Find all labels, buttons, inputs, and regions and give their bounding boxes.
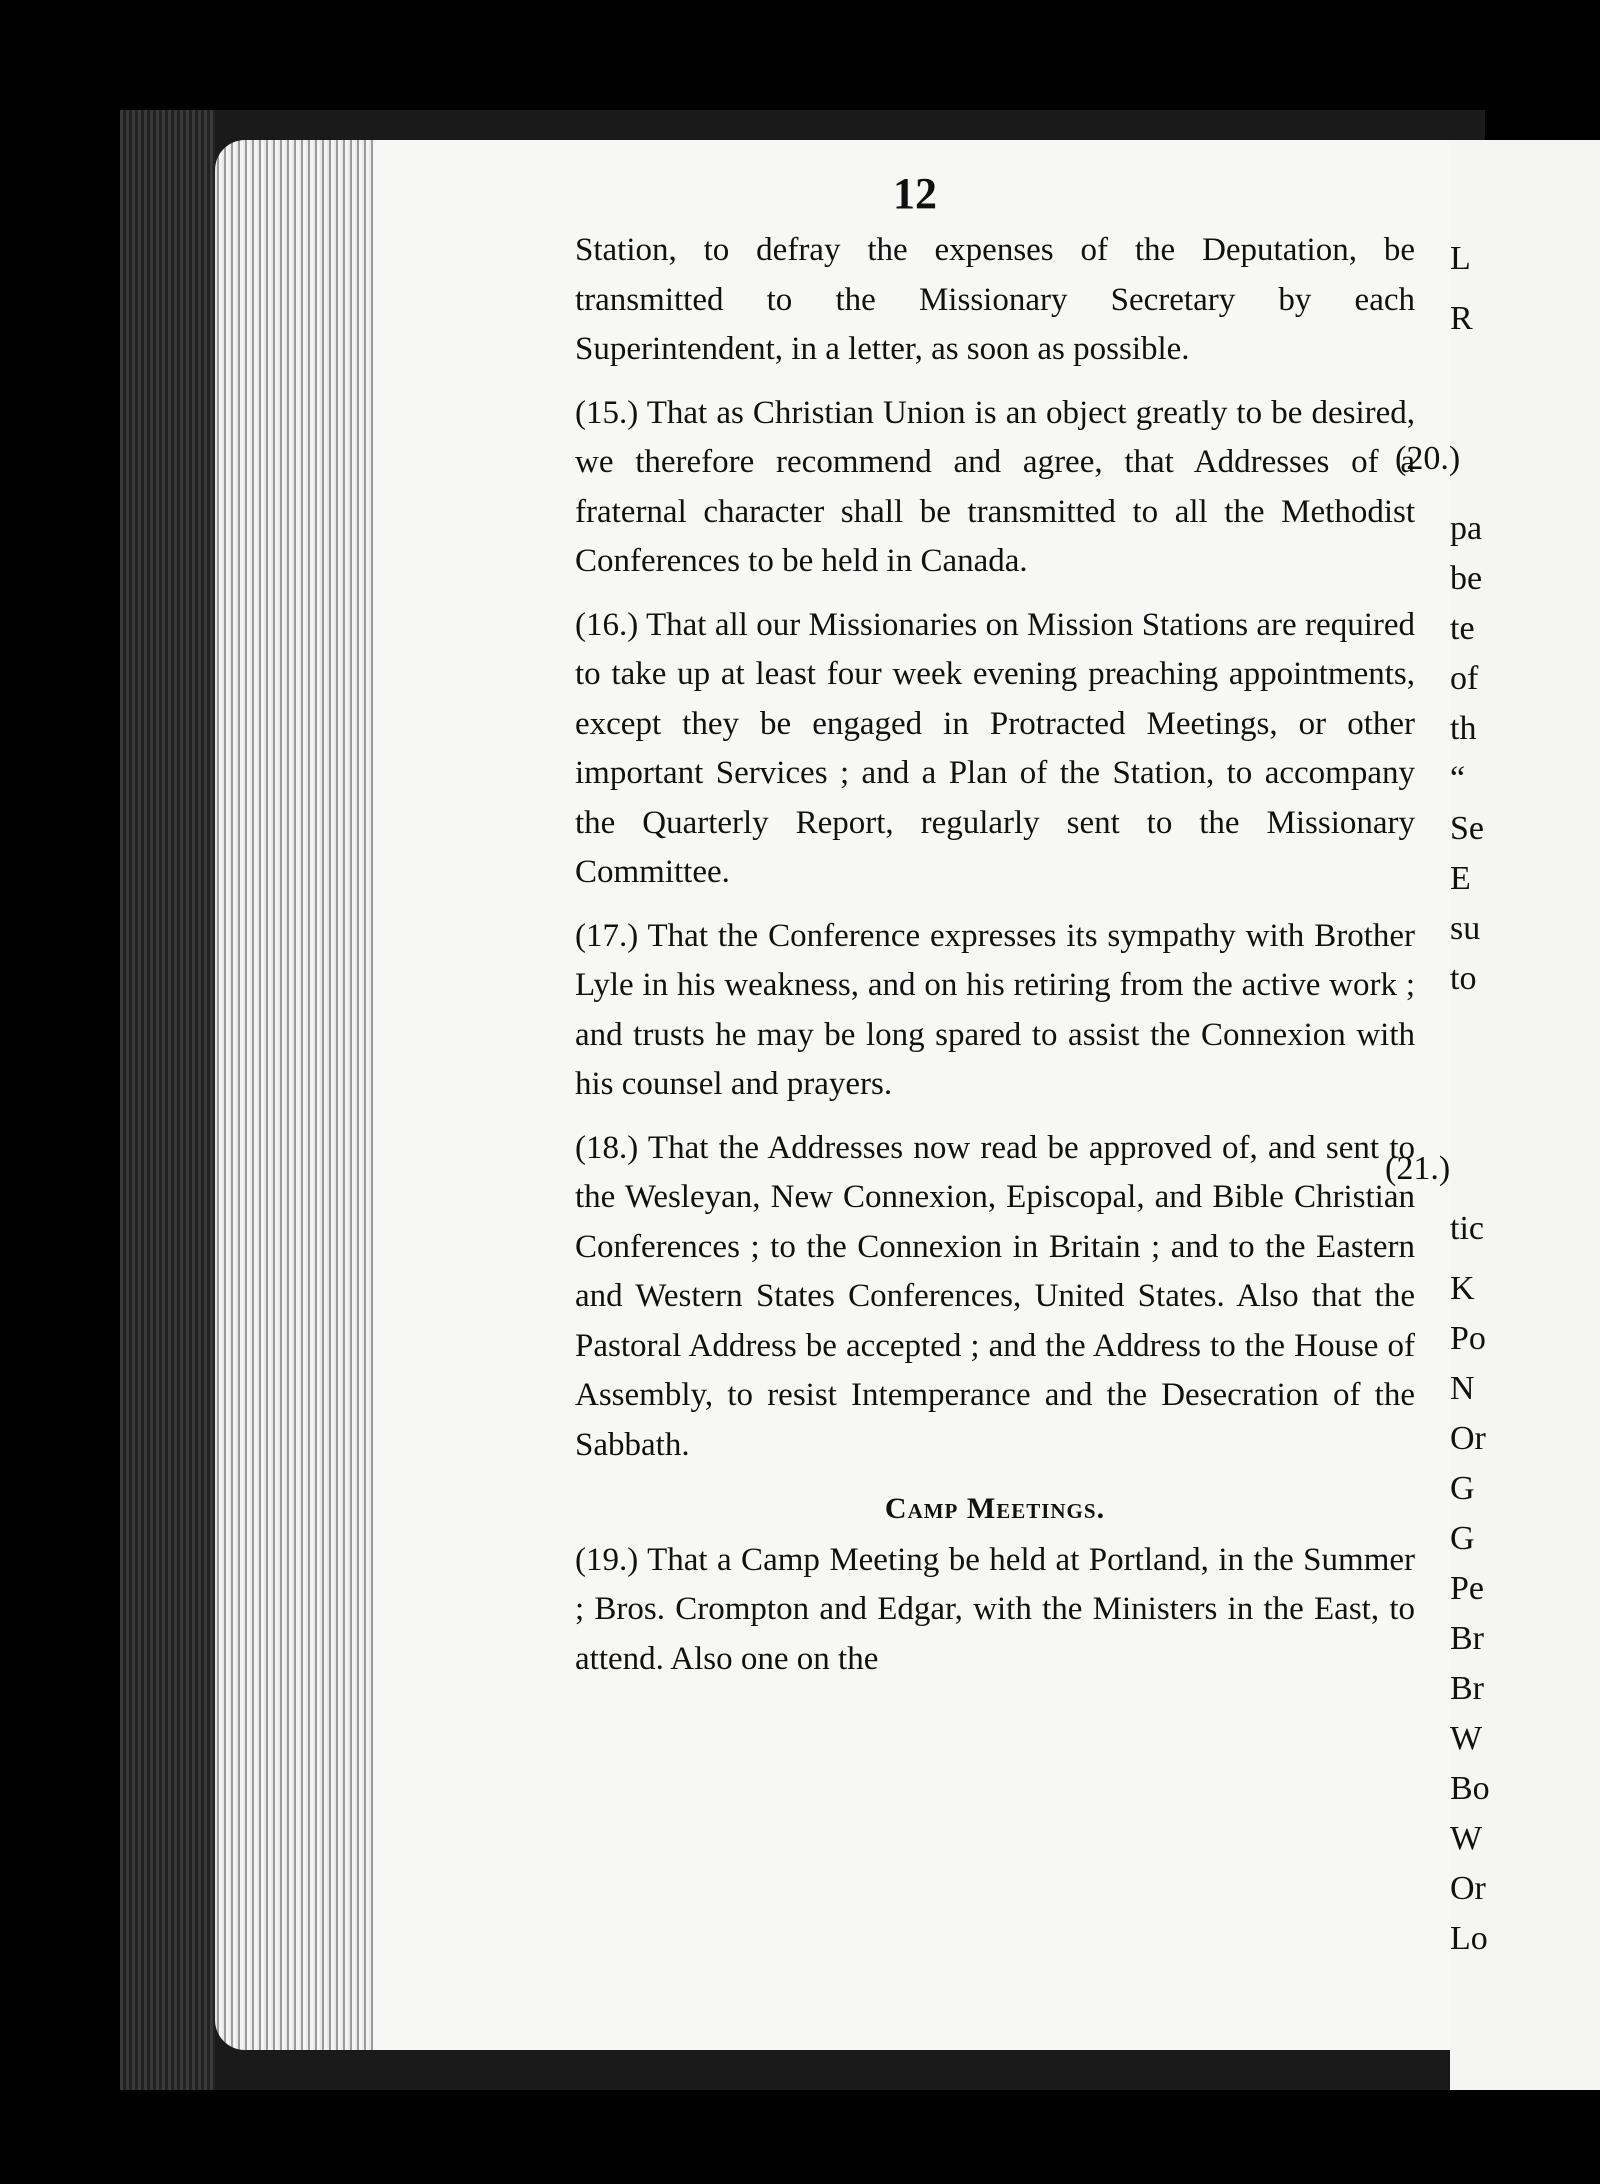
right-page-line: N [1450, 1370, 1475, 1407]
right-page-line: be [1450, 560, 1483, 597]
left-page [375, 140, 1455, 2050]
right-page-line: pa [1450, 510, 1483, 547]
right-page-line: Bo [1450, 1770, 1490, 1807]
paragraph-17: (17.) That the Conference expresses its sympathy with Brother Lyle in his weakness, and on his retiring from the active work ; and trusts he may be long spared to assist the Connexion with his counsel and prayers. [575, 917, 1415, 1102]
paragraph-15: (15.) That as Christian Union is an object greatly to be desired, we therefore recommend and agree, that Addresses of a fraternal character shall be transmitted to all the Methodist Conferences to be held in Canada. [575, 394, 1415, 579]
page-edges [215, 140, 375, 2050]
right-page-line: Po [1450, 1320, 1486, 1357]
book-scan [120, 110, 1485, 2090]
paragraph-18: (18.) That the Addresses now read be approved of, and sent to the Wesleyan, New Connexion, Episcopal, and Bible Christian Conferences ; to the Connexion in Britain ; and to the Eastern and Western States Conferences, United States. Also that the Pastoral Address be accepted ; and the Address to the House of Assembly, to resist Intemperance and the Desecration of the Sabbath. [575, 1129, 1415, 1463]
right-page-line: W [1450, 1720, 1483, 1757]
right-page-line: of [1450, 660, 1479, 697]
right-page-line: Pe [1450, 1570, 1484, 1607]
right-page-line: to [1450, 960, 1477, 997]
right-page-line: Or [1450, 1420, 1486, 1457]
right-page-line: Se [1450, 810, 1484, 847]
section-heading: Camp Meetings. [884, 1492, 1106, 1525]
book-cover-spine [120, 110, 215, 2090]
right-page-line: su [1450, 910, 1481, 947]
right-page-fragment [1385, 140, 1600, 2090]
right-page-line: R [1450, 300, 1473, 337]
right-page-line: te [1450, 610, 1475, 647]
page-number: 12 [893, 169, 937, 218]
right-page-line: L [1450, 240, 1471, 277]
page-body [575, 226, 1415, 1698]
right-page-line: Br [1450, 1620, 1484, 1657]
right-page-line: tic [1450, 1210, 1484, 1247]
right-page-line: th [1450, 710, 1477, 747]
right-page-line: (21.) [1385, 1150, 1451, 1187]
paragraph-continuation: Station, to defray the expenses of the Deputation, be transmitted to the Missionary Secretary by each Superintendent, in a letter, as soon as possible. [575, 232, 1415, 367]
right-page-line: “ [1450, 760, 1466, 797]
right-page-line: G [1450, 1470, 1475, 1507]
right-page-line: K [1450, 1270, 1475, 1307]
right-page-line: Or [1450, 1870, 1486, 1907]
right-page-line: G [1450, 1520, 1475, 1557]
right-page-line: E [1450, 860, 1471, 897]
paragraph-16: (16.) That all our Missionaries on Mission Stations are required to take up at least four week evening preaching appointments, except they be engaged in Protracted Meetings, or other important Services ; and a Plan of the Station, to accompany the Quarterly Report, regularly sent to the Missionary Committee. [575, 606, 1415, 890]
right-page-line: Br [1450, 1670, 1484, 1707]
paragraph-19: (19.) That a Camp Meeting be held at Portland, in the Summer ; Bros. Crompton and Edgar, with the Ministers in the East, to attend. Also one on the [575, 1541, 1415, 1677]
right-page-line: (20.) [1395, 440, 1461, 477]
right-page-line: Lo [1450, 1920, 1488, 1957]
right-page-line: W [1450, 1820, 1483, 1857]
